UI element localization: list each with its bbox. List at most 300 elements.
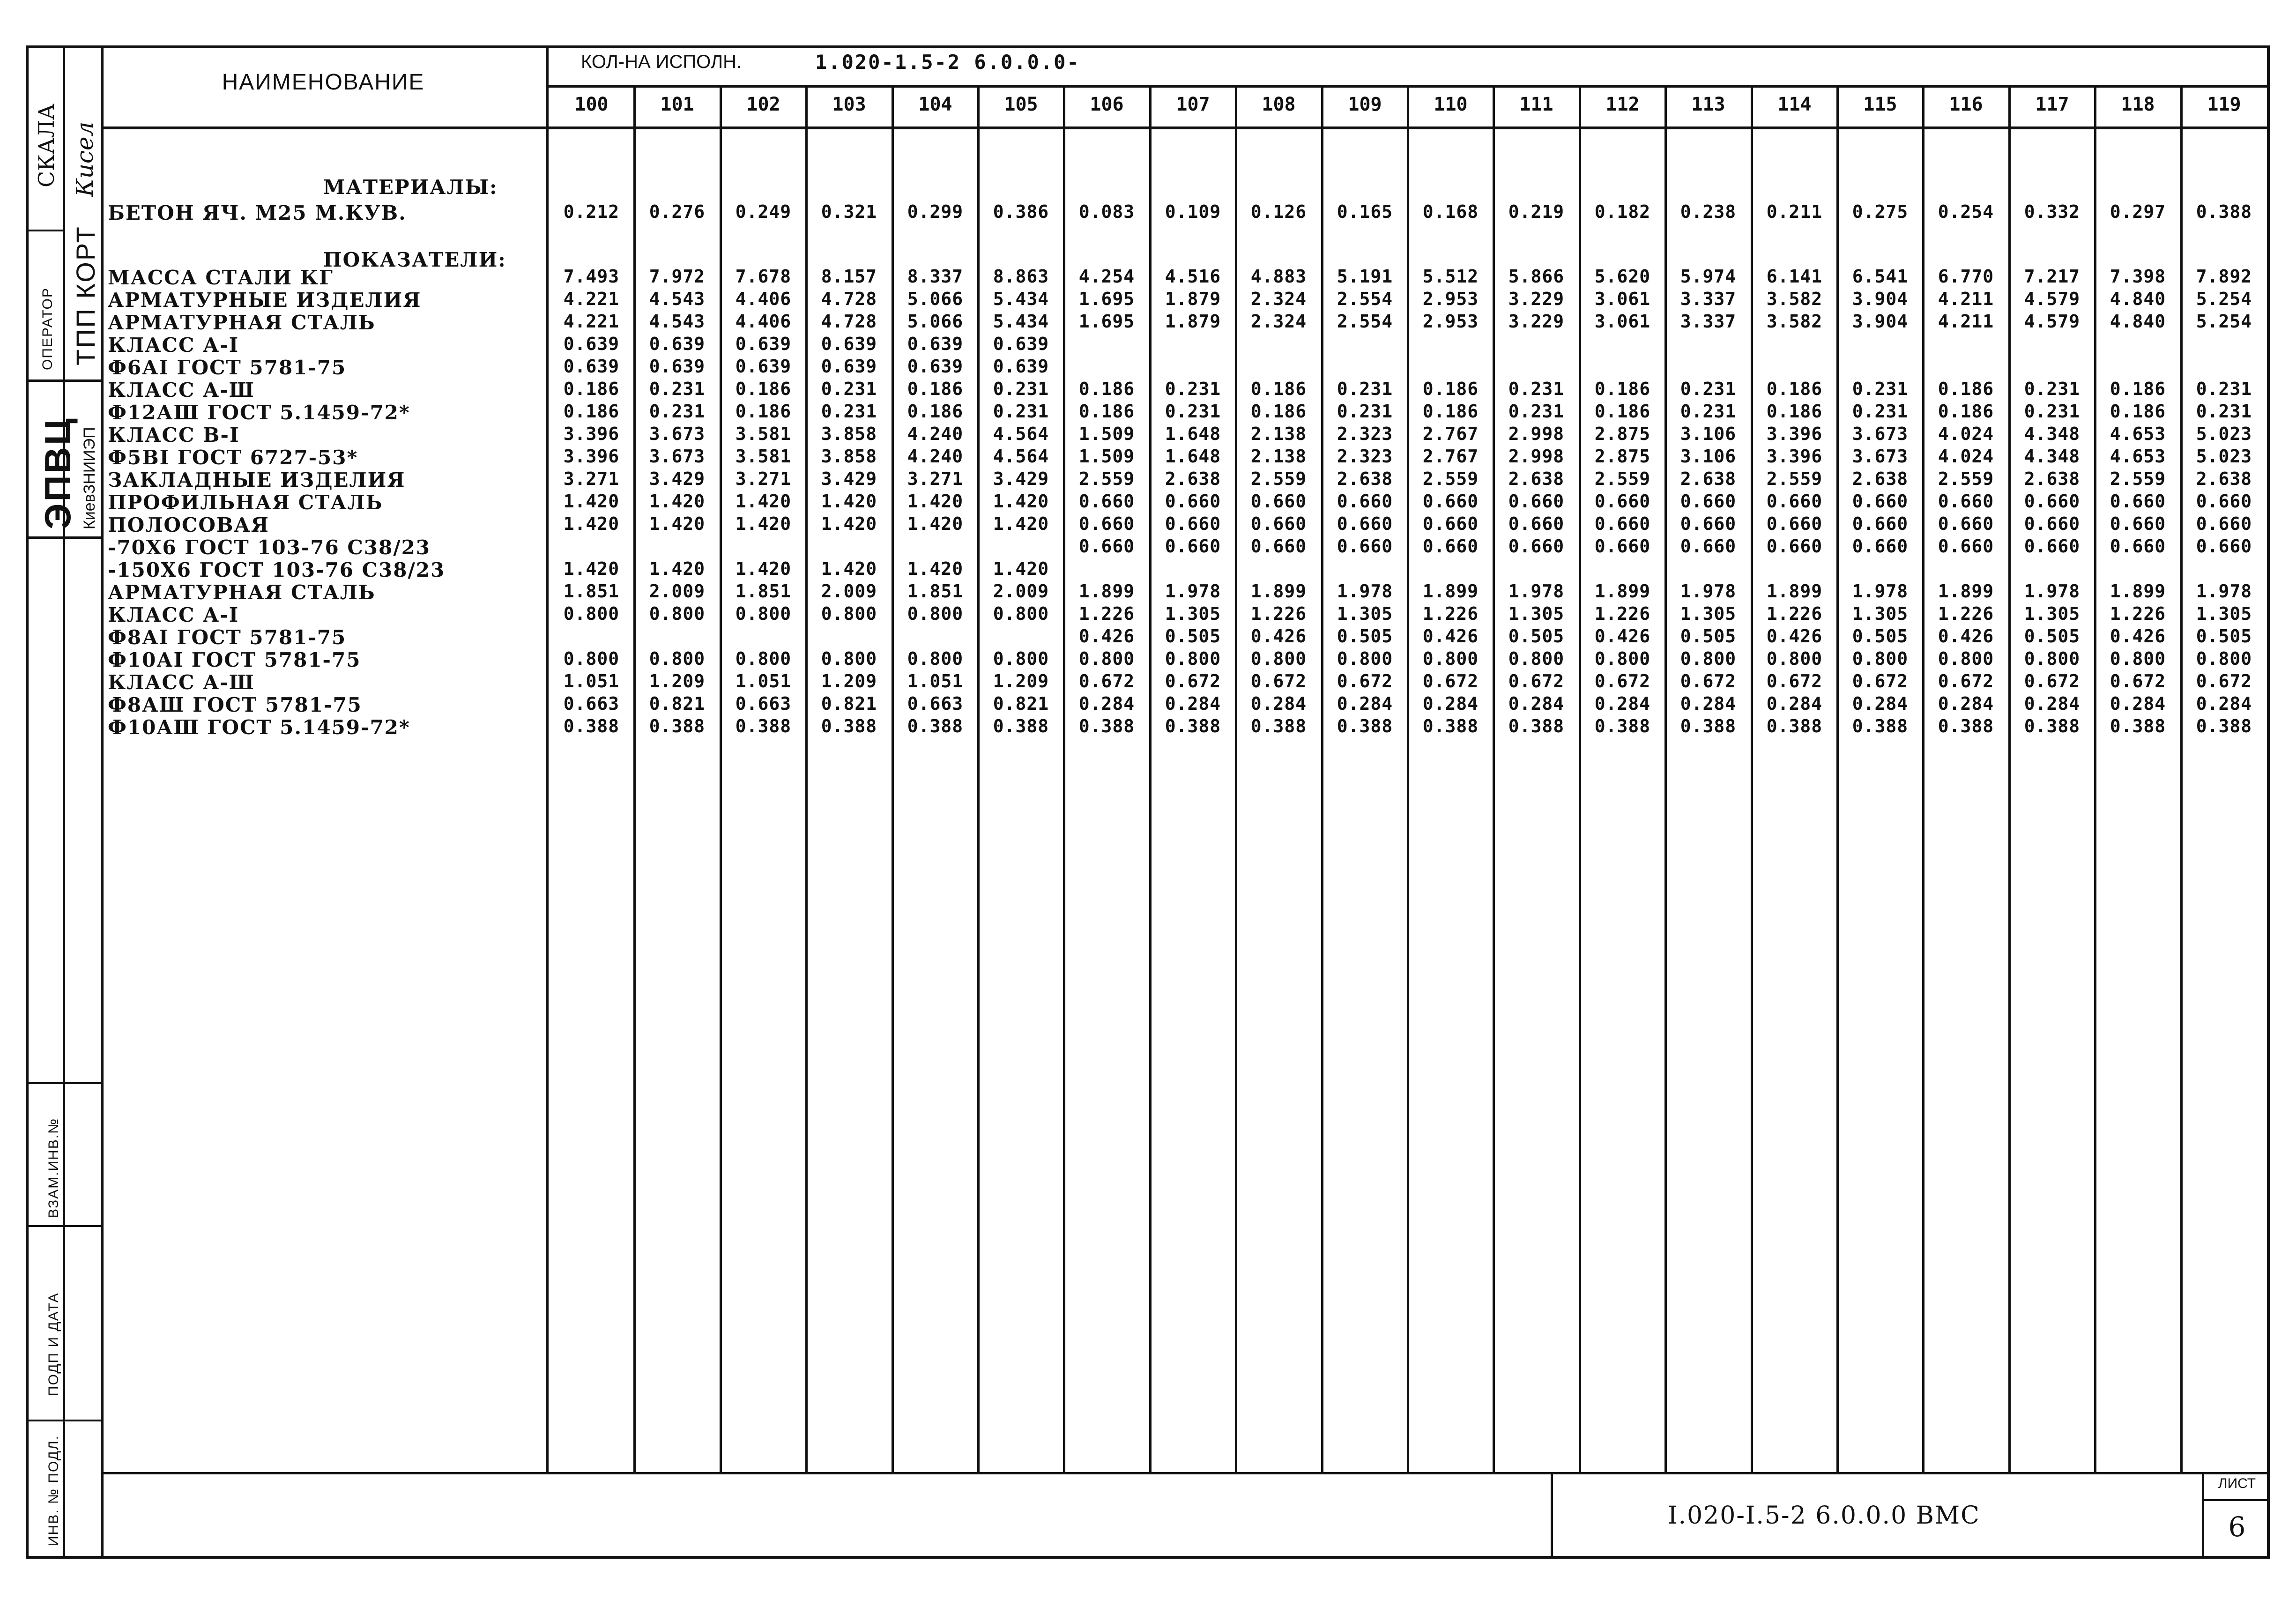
row-value: 5.191 [1337,266,1393,287]
row-value: 4.543 [649,289,706,309]
row-value: 1.420 [821,513,877,534]
row-value: 3.106 [1680,446,1737,467]
row-value: 0.660 [1852,513,1909,534]
row-value: 0.231 [2024,401,2081,422]
row-value: 1.051 [907,671,964,692]
row-value: 5.866 [1508,266,1565,287]
row-value: 0.186 [1938,401,1994,422]
row-value: 0.660 [1594,536,1651,557]
row-value: 4.348 [2024,446,2081,467]
row-value: 0.660 [2024,491,2081,512]
sheet-number: 6 [2228,1511,2246,1543]
row-value: 0.231 [1852,379,1909,399]
row-value: 0.639 [993,356,1049,377]
row-value: 0.800 [1337,648,1393,669]
row-label: БЕТОН ЯЧ. М25 М.КУВ. [108,201,407,224]
row-value: 2.559 [1938,469,1994,489]
column-number: 100 [574,94,609,115]
row-value: 0.639 [649,334,706,354]
row-value: 4.728 [821,289,877,309]
row-value: 3.673 [649,424,706,444]
row-value: 0.639 [907,356,964,377]
row-value: 0.505 [2024,626,2081,647]
row-label: КЛАСС А-Ш [108,379,255,402]
row-value: 0.660 [1508,536,1565,557]
row-label: ПОКАЗАТЕЛИ: [323,248,506,271]
row-value: 0.168 [1422,201,1479,222]
row-value: 0.388 [1680,716,1737,736]
row-value: 0.660 [1766,491,1823,512]
row-value: 3.582 [1766,311,1823,332]
row-value: 0.231 [1680,379,1737,399]
row-value: 0.505 [1852,626,1909,647]
row-value: 0.672 [1594,671,1651,692]
row-value: 1.305 [1680,603,1737,624]
row-value: 0.800 [821,603,877,624]
name-column-title: НАИМЕНОВАНИЕ [222,70,425,95]
row-value: 4.653 [2110,424,2166,444]
row-value: 0.505 [2196,626,2252,647]
row-value: 3.429 [821,469,877,489]
row-value: 3.396 [1766,424,1823,444]
row-value: 0.660 [1680,536,1737,557]
row-value: 0.284 [1508,693,1565,714]
row-value: 4.211 [1938,289,1994,309]
doc-code-header: 1.020-1.5-2 6.0.0.0- [815,51,1080,74]
row-value: 2.638 [1165,469,1221,489]
column-divider [2008,85,2011,1472]
row-value: 0.231 [2196,401,2252,422]
titleblock-top [101,1472,2270,1474]
row-value: 0.231 [1680,401,1737,422]
header-bottom [101,126,2270,129]
row-value: 0.660 [2196,491,2252,512]
column-number: 112 [1605,94,1640,115]
row-value: 0.660 [1680,491,1737,512]
row-value: 0.275 [1852,201,1909,222]
row-value: 0.284 [2196,693,2252,714]
row-value: 1.305 [1337,603,1393,624]
row-value: 0.284 [1337,693,1393,714]
row-value: 0.800 [1078,648,1135,669]
row-value: 5.023 [2196,446,2252,467]
row-value: 0.284 [1594,693,1651,714]
row-value: 0.388 [2196,716,2252,736]
row-value: 5.974 [1680,266,1737,287]
row-value: 3.229 [1508,311,1565,332]
row-value: 4.543 [649,311,706,332]
row-value: 0.821 [821,693,877,714]
column-divider [1321,85,1323,1472]
row-value: 0.332 [2024,201,2081,222]
row-value: 0.660 [1337,536,1393,557]
row-value: 0.186 [2110,401,2166,422]
row-value: 0.388 [1852,716,1909,736]
row-value: 0.672 [1680,671,1737,692]
row-value: 1.648 [1165,446,1221,467]
frame-right [2267,45,2270,1559]
row-value: 0.388 [563,716,620,736]
row-value: 0.660 [2024,513,2081,534]
row-label: МАТЕРИАЛЫ: [323,176,498,199]
row-value: 0.388 [649,716,706,736]
row-value: 0.672 [2024,671,2081,692]
row-value: 3.904 [1852,289,1909,309]
row-value: 0.660 [1594,513,1651,534]
stamp-scale: СКАЛА [34,104,59,187]
row-value: 1.420 [821,491,877,512]
row-value: 0.672 [1250,671,1307,692]
row-label: -70Х6 ГОСТ 103-76 С38/23 [108,536,431,559]
row-value: 0.660 [1938,513,1994,534]
column-number: 115 [1863,94,1897,115]
row-value: 0.660 [1680,513,1737,534]
row-value: 3.271 [735,469,792,489]
row-value: 1.695 [1078,289,1135,309]
stamp-operator: ОПЕРАТОР [40,287,55,370]
row-value: 2.638 [2024,469,2081,489]
row-value: 1.420 [907,491,964,512]
row-value: 0.660 [1337,513,1393,534]
row-value: 0.821 [649,693,706,714]
row-value: 0.660 [1766,513,1823,534]
row-value: 0.186 [1594,379,1651,399]
row-value: 0.388 [2196,201,2252,222]
row-value: 7.972 [649,266,706,287]
row-label: ПРОФИЛЬНАЯ СТАЛЬ [108,491,383,514]
row-value: 1.051 [563,671,620,692]
row-value: 1.851 [907,581,964,602]
row-value: 0.660 [1165,491,1221,512]
row-value: 0.639 [563,356,620,377]
row-value: 3.582 [1766,289,1823,309]
row-value: 0.660 [1766,536,1823,557]
row-value: 0.186 [735,379,792,399]
column-number: 109 [1348,94,1382,115]
row-value: 1.879 [1165,311,1221,332]
column-number: 110 [1434,94,1468,115]
row-value: 0.388 [2110,716,2166,736]
row-value: 0.639 [993,334,1049,354]
row-value: 0.388 [1337,716,1393,736]
row-value: 5.512 [1422,266,1479,287]
row-value: 0.800 [735,648,792,669]
frame-left-inner [101,45,104,1559]
row-value: 2.875 [1594,446,1651,467]
row-value: 0.186 [735,401,792,422]
row-value: 4.840 [2110,311,2166,332]
row-value: 0.186 [2110,379,2166,399]
row-value: 0.321 [821,201,877,222]
row-value: 2.554 [1337,289,1393,309]
row-value: 2.638 [1337,469,1393,489]
row-value: 0.165 [1337,201,1393,222]
row-value: 0.505 [1508,626,1565,647]
row-value: 0.505 [1337,626,1393,647]
row-label: ЗАКЛАДНЫЕ ИЗДЕЛИЯ [108,469,406,491]
row-value: 7.217 [2024,266,2081,287]
row-value: 4.221 [563,289,620,309]
column-number: 108 [1262,94,1296,115]
row-label: Ф10АI ГОСТ 5781-75 [108,648,361,671]
row-value: 0.821 [993,693,1049,714]
row-value: 0.284 [1938,693,1994,714]
row-value: 1.509 [1078,446,1135,467]
row-value: 6.141 [1766,266,1823,287]
row-value: 6.541 [1852,266,1909,287]
row-value: 0.800 [735,603,792,624]
row-value: 0.660 [1508,513,1565,534]
row-value: 0.426 [1422,626,1479,647]
row-value: 0.388 [735,716,792,736]
row-value: 8.337 [907,266,964,287]
row-value: 3.106 [1680,424,1737,444]
row-value: 1.051 [735,671,792,692]
row-value: 0.284 [1680,693,1737,714]
row-value: 1.420 [649,513,706,534]
row-label: Ф5ВI ГОСТ 6727-53* [108,446,358,469]
row-value: 1.420 [821,558,877,579]
row-value: 0.231 [821,379,877,399]
stamp-tpp-kort: ТПП КОРТ [71,225,100,365]
row-value: 0.639 [907,334,964,354]
row-value: 2.638 [2196,469,2252,489]
row-value: 0.284 [2024,693,2081,714]
row-label: МАССА СТАЛИ КГ [108,266,334,289]
titleblock-divider [1551,1472,1553,1559]
row-value: 1.420 [735,513,792,534]
row-value: 2.875 [1594,424,1651,444]
row-value: 0.800 [993,648,1049,669]
column-number: 104 [918,94,952,115]
row-value: 3.061 [1594,289,1651,309]
column-number: 107 [1176,94,1210,115]
row-value: 0.297 [2110,201,2166,222]
column-divider [2180,85,2183,1472]
row-value: 0.284 [2110,693,2166,714]
row-label: Ф10АШ ГОСТ 5.1459-72* [108,716,410,739]
column-divider [1751,85,1753,1472]
column-number: 105 [1004,94,1038,115]
row-value: 0.639 [563,334,620,354]
row-value: 0.182 [1594,201,1651,222]
row-value: 2.559 [1594,469,1651,489]
stamp-org: ЭПВЦ [37,416,78,529]
column-number: 106 [1090,94,1124,115]
column-divider [1149,85,1152,1472]
row-value: 5.620 [1594,266,1651,287]
row-value: 4.653 [2110,446,2166,467]
row-value: 0.231 [993,401,1049,422]
row-value: 5.254 [2196,311,2252,332]
row-value: 1.420 [735,491,792,512]
column-number: 102 [746,94,780,115]
row-value: 0.672 [1938,671,1994,692]
row-value: 0.660 [2196,513,2252,534]
row-value: 0.800 [2024,648,2081,669]
row-value: 8.863 [993,266,1049,287]
row-value: 0.639 [649,356,706,377]
row-value: 1.209 [649,671,706,692]
row-value: 4.579 [2024,311,2081,332]
sheet-box-mid [2202,1499,2270,1501]
row-value: 0.231 [2196,379,2252,399]
column-divider [1922,85,1924,1472]
row-value: 3.337 [1680,289,1737,309]
column-divider [1493,85,1495,1472]
row-value: 1.209 [993,671,1049,692]
row-value: 1.648 [1165,424,1221,444]
row-value: 3.271 [907,469,964,489]
row-value: 3.396 [563,424,620,444]
row-value: 1.420 [649,558,706,579]
row-value: 2.559 [1766,469,1823,489]
row-value: 0.800 [1422,648,1479,669]
row-value: 0.660 [1938,491,1994,512]
row-value: 0.800 [1594,648,1651,669]
row-value: 0.660 [1250,513,1307,534]
row-value: 3.429 [993,469,1049,489]
row-value: 0.211 [1766,201,1823,222]
row-value: 0.672 [1766,671,1823,692]
row-value: 3.858 [821,424,877,444]
row-value: 3.337 [1680,311,1737,332]
stamp-vzam-inv: ВЗАМ.ИНВ.№ [46,1117,61,1218]
row-value: 1.899 [1250,581,1307,602]
column-number: 117 [2035,94,2069,115]
row-value: 0.660 [2024,536,2081,557]
row-value: 0.672 [1337,671,1393,692]
stamp-signature: Кисел [71,121,98,197]
row-label: АРМАТУРНЫЕ ИЗДЕЛИЯ [108,289,422,312]
row-label: Ф8АШ ГОСТ 5781-75 [108,693,362,716]
row-value: 2.138 [1250,424,1307,444]
row-value: 0.231 [1508,379,1565,399]
row-label: КЛАСС А-Ш [108,671,255,694]
row-value: 3.271 [563,469,620,489]
column-number: 114 [1777,94,1812,115]
row-value: 7.493 [563,266,620,287]
row-value: 5.066 [907,289,964,309]
row-value: 5.023 [2196,424,2252,444]
row-value: 0.800 [907,603,964,624]
row-value: 0.672 [1852,671,1909,692]
row-value: 1.420 [735,558,792,579]
row-value: 0.426 [2110,626,2166,647]
row-value: 0.284 [1422,693,1479,714]
row-value: 0.639 [821,334,877,354]
row-value: 2.767 [1422,424,1479,444]
row-value: 0.660 [1422,491,1479,512]
row-value: 7.398 [2110,266,2166,287]
frame-bottom [26,1556,2270,1559]
row-value: 3.673 [1852,446,1909,467]
row-label: АРМАТУРНАЯ СТАЛЬ [108,581,376,604]
row-value: 3.904 [1852,311,1909,332]
row-value: 0.284 [1852,693,1909,714]
row-value: 4.024 [1938,446,1994,467]
row-value: 0.800 [649,603,706,624]
row-value: 0.231 [1508,401,1565,422]
row-value: 1.899 [1594,581,1651,602]
row-value: 1.899 [1766,581,1823,602]
column-number: 113 [1691,94,1725,115]
row-value: 0.231 [2024,379,2081,399]
row-value: 3.229 [1508,289,1565,309]
column-number: 119 [2207,94,2241,115]
row-value: 1.305 [2024,603,2081,624]
row-value: 0.505 [1165,626,1221,647]
row-value: 4.516 [1165,266,1221,287]
row-value: 4.883 [1250,266,1307,287]
row-value: 2.638 [1508,469,1565,489]
row-label: ПОЛОСОВАЯ [108,513,269,536]
row-value: 0.660 [1508,491,1565,512]
row-value: 0.660 [1422,536,1479,557]
row-value: 0.505 [1680,626,1737,647]
row-value: 4.211 [1938,311,1994,332]
row-value: 0.660 [1078,536,1135,557]
row-value: 4.406 [735,311,792,332]
row-value: 0.800 [1250,648,1307,669]
row-value: 1.851 [563,581,620,602]
column-divider [805,85,808,1472]
stamp-col-divider [63,45,65,1559]
row-value: 1.305 [1165,603,1221,624]
row-value: 4.254 [1078,266,1135,287]
row-value: 0.388 [1508,716,1565,736]
row-value: 2.554 [1337,311,1393,332]
row-value: 1.695 [1078,311,1135,332]
row-value: 2.638 [1680,469,1737,489]
row-value: 2.009 [993,581,1049,602]
row-value: 0.388 [907,716,964,736]
row-label: КЛАСС А-I [108,334,239,357]
column-divider [1664,85,1667,1472]
row-value: 5.066 [907,311,964,332]
column-number: 103 [832,94,866,115]
row-value: 1.226 [1250,603,1307,624]
row-value: 1.899 [1078,581,1135,602]
row-value: 1.226 [2110,603,2166,624]
stamp-inv-podl: ИНВ. № ПОДЛ. [46,1435,61,1546]
row-value: 3.673 [649,446,706,467]
row-value: 0.388 [1422,716,1479,736]
row-value: 0.426 [1250,626,1307,647]
row-value: 5.254 [2196,289,2252,309]
column-divider [892,85,894,1472]
column-divider [977,85,980,1472]
row-value: 4.840 [2110,289,2166,309]
row-value: 2.953 [1422,289,1479,309]
row-value: 0.109 [1165,201,1221,222]
row-value: 2.324 [1250,289,1307,309]
row-value: 0.800 [1508,648,1565,669]
row-value: 0.663 [735,693,792,714]
row-value: 3.673 [1852,424,1909,444]
row-value: 0.426 [1078,626,1135,647]
row-value: 0.231 [1165,379,1221,399]
row-value: 2.953 [1422,311,1479,332]
row-value: 0.800 [993,603,1049,624]
row-value: 0.672 [2110,671,2166,692]
row-value: 1.420 [907,513,964,534]
row-value: 0.388 [821,716,877,736]
row-value: 0.231 [649,379,706,399]
row-value: 1.209 [821,671,877,692]
row-value: 0.660 [1165,513,1221,534]
row-value: 2.998 [1508,424,1565,444]
